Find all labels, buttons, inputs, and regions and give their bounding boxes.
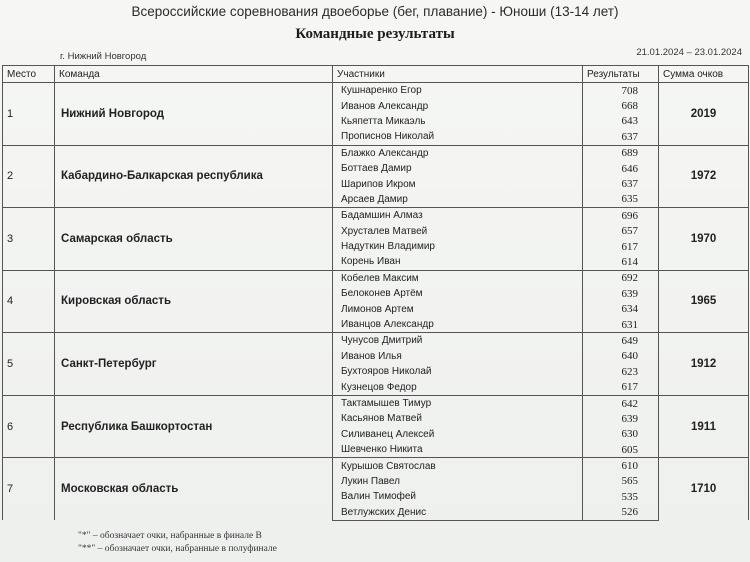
participant-name: Ветлужских Денис [333,505,583,521]
participant-result: 689 [583,145,659,161]
participant-name: Тактамышев Тимур [333,395,583,411]
table-body [3,83,749,521]
team-name: Санкт-Петербург [55,333,333,396]
participant-result: 640 [583,349,659,364]
participant-name: Иванцов Александр [333,317,583,333]
participant-name: Корень Иван [333,254,583,270]
participant-name: Кьяпетта Микаэль [333,114,583,129]
results-table [2,65,749,521]
team-place: 1 [3,83,55,146]
participant-name: Бухтояров Николай [333,364,583,379]
footnote-semifinal: "**" – обозначает очки, набранные в полуфинале [78,544,277,554]
participant-result: 635 [583,192,659,208]
table-row [3,333,749,349]
table-row [3,395,749,411]
col-header-place: Место [3,66,55,83]
footnote-final-b: "*" – обозначает очки, набранные в финале В [78,531,262,541]
participant-result: 637 [583,176,659,191]
team-name: Республика Башкортостан [55,395,333,458]
team-name: Самарская область [55,208,333,271]
date-range: 21.01.2024 – 23.01.2024 [636,47,742,58]
team-sum: 2019 [659,83,749,146]
participant-name: Надуткин Владимир [333,239,583,254]
col-header-team: Команда [55,66,333,83]
team-sum: 1911 [659,395,749,458]
participant-result: 630 [583,427,659,442]
participant-result: 565 [583,474,659,489]
col-header-sum: Сумма очков [659,66,749,83]
city-label: г. Нижний Новгород [60,51,147,62]
participant-name: Хрусталев Матвей [333,224,583,239]
team-place: 3 [3,208,55,271]
team-sum: 1965 [659,270,749,333]
table-row [3,83,749,99]
team-place: 4 [3,270,55,333]
participant-name: Силиванец Алексей [333,427,583,442]
participant-result: 643 [583,114,659,129]
participant-result: 617 [583,239,659,254]
team-sum: 1972 [659,145,749,208]
participant-result: 646 [583,161,659,176]
participant-name: Бадамшин Алмаз [333,208,583,224]
participant-name: Лимонов Артем [333,301,583,316]
participant-result: 668 [583,98,659,113]
participant-result: 605 [583,442,659,458]
team-sum: 1970 [659,208,749,271]
participant-name: Иванов Илья [333,349,583,364]
participant-name: Шарипов Икром [333,176,583,191]
table-row [3,145,749,161]
participant-name: Кушнаренко Егор [333,83,583,99]
participant-result: 708 [583,83,659,99]
footnotes [78,530,277,556]
team-place: 7 [3,458,55,521]
participant-result: 639 [583,411,659,426]
team-name: Кабардино-Балкарская республика [55,145,333,208]
participant-result: 639 [583,286,659,301]
team-place: 5 [3,333,55,396]
participant-result: 631 [583,317,659,333]
participant-result: 642 [583,395,659,411]
participant-name: Шевченко Никита [333,442,583,458]
participant-result: 617 [583,379,659,395]
participant-name: Касьянов Матвей [333,411,583,426]
participant-result: 637 [583,129,659,145]
participant-result: 535 [583,489,659,504]
participant-result: 634 [583,301,659,316]
team-sum: 1912 [659,333,749,396]
team-place: 2 [3,145,55,208]
participant-result: 657 [583,224,659,239]
col-header-results: Результаты [583,66,659,83]
participant-result: 696 [583,208,659,224]
participant-result: 623 [583,364,659,379]
team-name: Нижний Новгород [55,83,333,146]
participant-name: Чунусов Дмитрий [333,333,583,349]
team-name: Московская область [55,458,333,521]
page-title: Всероссийские соревнования двоеборье (бег, плавание) - Юноши (13-14 лет) [131,4,619,19]
participant-result: 692 [583,270,659,286]
table-row [3,458,749,474]
team-place: 6 [3,395,55,458]
participant-result: 614 [583,254,659,270]
team-sum: 1710 [659,458,749,521]
participant-name: Курышов Святослав [333,458,583,474]
table-row [3,270,749,286]
participant-name: Арсаев Дамир [333,192,583,208]
participant-result: 649 [583,333,659,349]
participant-result: 526 [583,505,659,521]
table-header-row [3,66,749,83]
participant-result: 610 [583,458,659,474]
participant-name: Валин Тимофей [333,489,583,504]
participant-name: Белоконев Артём [333,286,583,301]
participant-name: Блажко Александр [333,145,583,161]
page-subtitle: Командные результаты [295,26,455,42]
participant-name: Кобелев Максим [333,270,583,286]
participant-name: Боттаев Дамир [333,161,583,176]
team-name: Кировская область [55,270,333,333]
table-row [3,208,749,224]
participant-name: Кузнецов Федор [333,379,583,395]
participant-name: Прописнов Николай [333,129,583,145]
participant-name: Лукин Павел [333,474,583,489]
col-header-members: Участники [333,66,583,83]
participant-name: Иванов Александр [333,98,583,113]
